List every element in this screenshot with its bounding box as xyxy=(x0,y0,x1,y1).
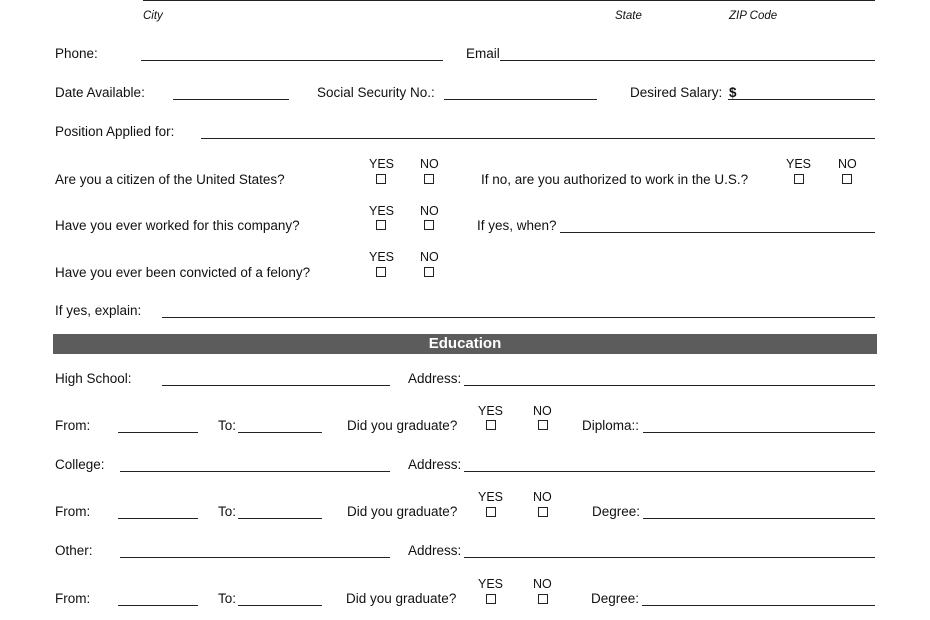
other-label: Other: xyxy=(55,543,93,558)
education-title: Education xyxy=(428,335,502,352)
date-available-field[interactable] xyxy=(173,99,289,100)
citizen-yes-checkbox[interactable] xyxy=(376,174,386,184)
state-caption: State xyxy=(615,10,642,22)
no-header: NO xyxy=(533,490,552,504)
position-field[interactable] xyxy=(201,138,875,139)
authorized-question: If no, are you authorized to work in the U.S.? xyxy=(481,172,749,187)
hs-to-field[interactable] xyxy=(238,432,322,433)
yes-header: YES xyxy=(478,577,504,591)
college-degree-label: Degree: xyxy=(592,504,641,519)
hs-from-label: From: xyxy=(55,418,91,433)
no-header: NO xyxy=(533,404,552,418)
email-field[interactable] xyxy=(500,60,875,61)
date-available-label: Date Available: xyxy=(55,85,145,100)
high-school-field[interactable] xyxy=(162,385,390,386)
college-graduate-label: Did you graduate? xyxy=(347,504,458,519)
ssn-field[interactable] xyxy=(444,99,597,100)
high-school-address-label: Address: xyxy=(408,371,462,386)
yes-header: YES xyxy=(786,157,812,171)
authorized-yes-checkbox[interactable] xyxy=(794,174,804,184)
worked-before-question: Have you ever worked for this company? xyxy=(55,218,300,233)
yes-header: YES xyxy=(478,404,504,418)
salary-dollar-sign: $ xyxy=(729,85,737,100)
no-header: NO xyxy=(533,577,552,591)
diploma-field[interactable] xyxy=(643,432,875,433)
city-caption: City xyxy=(143,10,163,22)
other-graduate-label: Did you graduate? xyxy=(346,591,457,606)
diploma-label: Diploma:: xyxy=(582,418,640,433)
if-yes-when-label: If yes, when? xyxy=(477,218,557,233)
citizen-question: Are you a citizen of the United States? xyxy=(55,172,285,187)
other-graduate-yes-checkbox[interactable] xyxy=(486,594,496,604)
if-yes-when-field[interactable] xyxy=(560,232,875,233)
college-to-field[interactable] xyxy=(238,518,322,519)
other-to-label: To: xyxy=(218,591,237,606)
phone-field[interactable] xyxy=(141,60,443,61)
ssn-label: Social Security No.: xyxy=(317,85,435,100)
college-graduate-yes-checkbox[interactable] xyxy=(486,507,496,517)
other-address-field[interactable] xyxy=(464,557,875,558)
other-graduate-no-checkbox[interactable] xyxy=(538,594,548,604)
yes-header: YES xyxy=(369,157,395,171)
yes-header: YES xyxy=(369,204,395,218)
no-header: NO xyxy=(838,157,857,171)
other-address-label: Address: xyxy=(408,543,462,558)
college-label: College: xyxy=(55,457,105,472)
hs-from-field[interactable] xyxy=(118,432,198,433)
authorized-no-checkbox[interactable] xyxy=(842,174,852,184)
college-from-label: From: xyxy=(55,504,91,519)
desired-salary-label: Desired Salary: xyxy=(630,85,723,100)
education-section-header xyxy=(53,334,877,354)
hs-graduate-label: Did you graduate? xyxy=(347,418,458,433)
college-graduate-no-checkbox[interactable] xyxy=(538,507,548,517)
other-field[interactable] xyxy=(120,557,390,558)
college-address-label: Address: xyxy=(408,457,462,472)
yes-header: YES xyxy=(369,250,395,264)
zip-caption: ZIP Code xyxy=(729,10,778,22)
hs-to-label: To: xyxy=(218,418,237,433)
college-field[interactable] xyxy=(120,471,390,472)
desired-salary-field[interactable] xyxy=(728,99,875,100)
worked-no-checkbox[interactable] xyxy=(424,220,434,230)
college-to-label: To: xyxy=(218,504,237,519)
position-label: Position Applied for: xyxy=(55,124,175,139)
other-from-label: From: xyxy=(55,591,91,606)
explain-label: If yes, explain: xyxy=(55,303,142,318)
other-from-field[interactable] xyxy=(118,605,198,606)
yes-header: YES xyxy=(478,490,504,504)
college-address-field[interactable] xyxy=(464,471,875,472)
college-degree-field[interactable] xyxy=(643,518,875,519)
other-to-field[interactable] xyxy=(238,605,322,606)
no-header: NO xyxy=(420,204,439,218)
hs-graduate-yes-checkbox[interactable] xyxy=(486,420,496,430)
other-degree-field[interactable] xyxy=(642,605,875,606)
high-school-address-field[interactable] xyxy=(464,385,875,386)
other-degree-label: Degree: xyxy=(591,591,640,606)
college-from-field[interactable] xyxy=(118,518,198,519)
no-header: NO xyxy=(420,157,439,171)
felony-no-checkbox[interactable] xyxy=(424,267,434,277)
high-school-label: High School: xyxy=(55,371,132,386)
hs-graduate-no-checkbox[interactable] xyxy=(538,420,548,430)
address-underline[interactable] xyxy=(143,0,875,1)
worked-yes-checkbox[interactable] xyxy=(376,220,386,230)
citizen-no-checkbox[interactable] xyxy=(424,174,434,184)
phone-label: Phone: xyxy=(55,46,98,61)
email-label: Email xyxy=(466,46,500,61)
felony-yes-checkbox[interactable] xyxy=(376,267,386,277)
no-header: NO xyxy=(420,250,439,264)
felony-question: Have you ever been convicted of a felony? xyxy=(55,265,311,280)
explain-field[interactable] xyxy=(162,317,875,318)
